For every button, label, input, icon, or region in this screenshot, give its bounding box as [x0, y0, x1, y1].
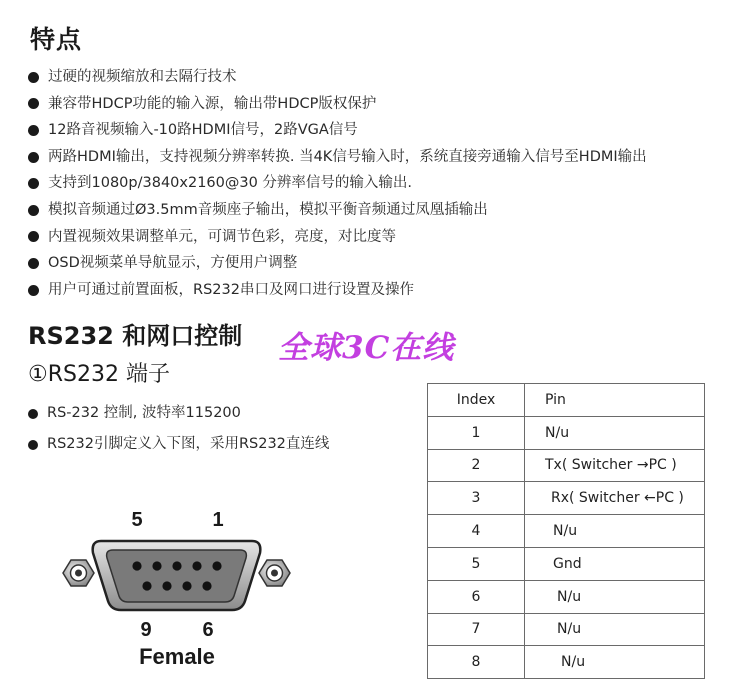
- index-cell: 4: [428, 515, 525, 548]
- list-item: [28, 224, 748, 251]
- pin-hole: [182, 581, 191, 590]
- pin-hole: [202, 581, 211, 590]
- table-row: [428, 646, 705, 679]
- connector-caption: Female: [139, 644, 215, 669]
- list-item: [28, 250, 748, 277]
- pin-label-5: 5: [131, 509, 143, 531]
- pin-cell: N/u: [525, 646, 705, 679]
- table-row: [428, 547, 705, 580]
- list-item-text: 模拟音频通过Ø3.5mm音频座子输出，模拟平衡音频通过凤凰插输出: [48, 201, 488, 218]
- control-section-title: RS232 和网口控制: [28, 322, 243, 350]
- bullet-icon: [28, 440, 38, 450]
- bullet-icon: [28, 285, 39, 296]
- list-item-text: 12路音视频输入-10路HDMI信号，2路VGA信号: [48, 122, 358, 139]
- bullet-icon: [28, 98, 39, 109]
- list-item-text: 用户可通过前置面板，RS232串口及网口进行设置及操作: [48, 281, 414, 298]
- list-item: [28, 117, 748, 144]
- list-item-text: 支持到1080p/3840x2160@30 分辨率信号的输入输出.: [48, 175, 413, 192]
- connector-insert: [107, 550, 247, 602]
- column-header-index: Index: [428, 384, 525, 417]
- bullet-icon: [28, 258, 39, 269]
- pin-hole: [172, 561, 181, 570]
- bullet-icon: [28, 72, 39, 83]
- list-item-text: 兼容带HDCP功能的输入源，输出带HDCP版权保护: [48, 95, 377, 112]
- list-item: [28, 144, 748, 171]
- list-item: [28, 64, 748, 91]
- pin-cell: N/u: [525, 416, 705, 449]
- index-cell: 1: [428, 416, 525, 449]
- bullet-icon: [28, 231, 39, 242]
- list-item-text: 两路HDMI输出，支持视频分辨率转换. 当4K信号输入时，系统直接旁通输入信号至HDMI输出: [48, 148, 647, 165]
- pin-cell: N/u: [525, 515, 705, 548]
- pin-definition-table: [427, 383, 705, 679]
- db9-connector-diagram: [55, 498, 300, 678]
- list-item: [28, 197, 748, 224]
- pin-cell: Rx( Switcher ←PC ): [525, 482, 705, 515]
- list-item-text: RS-232 控制, 波特率115200: [47, 405, 241, 421]
- rs232-notes: [28, 398, 329, 460]
- index-cell: 3: [428, 482, 525, 515]
- features-list: [28, 64, 748, 303]
- index-cell: 2: [428, 449, 525, 482]
- bullet-icon: [28, 152, 39, 163]
- bullet-icon: [28, 409, 38, 419]
- list-item-text: RS232引脚定义入下图，采用RS232直连线: [47, 436, 330, 452]
- pin-cell: N/u: [525, 613, 705, 646]
- pin-hole: [192, 561, 201, 570]
- pin-cell: Tx( Switcher →PC ): [525, 449, 705, 482]
- list-item-text: 过硬的视频缩放和去隔行技术: [48, 69, 237, 85]
- column-header-pin: Pin: [525, 384, 705, 417]
- table-row: [428, 449, 705, 482]
- list-item: [28, 398, 329, 429]
- index-cell: 5: [428, 547, 525, 580]
- index-cell: 8: [428, 646, 525, 679]
- pin-label-9: 9: [140, 619, 152, 641]
- table-row: [428, 580, 705, 613]
- table-header-row: [428, 384, 705, 417]
- table-row: [428, 613, 705, 646]
- pin-hole: [152, 561, 161, 570]
- bullet-icon: [28, 205, 39, 216]
- table-row: [428, 482, 705, 515]
- table-row: [428, 416, 705, 449]
- list-item: [28, 170, 748, 197]
- features-title: 特点: [30, 25, 83, 54]
- bullet-icon: [28, 125, 39, 136]
- rs232-subtitle: ①RS232 端子: [28, 362, 170, 387]
- index-cell: 7: [428, 613, 525, 646]
- table-row: [428, 515, 705, 548]
- pin-label-6: 6: [202, 619, 214, 641]
- pin-label-1: 1: [212, 509, 224, 531]
- pin-hole: [162, 581, 171, 590]
- index-cell: 6: [428, 580, 525, 613]
- pin-hole: [212, 561, 221, 570]
- list-item-text: OSD视频菜单导航显示，方便用户调整: [48, 255, 298, 272]
- right-screw-icon: [259, 560, 290, 586]
- list-item: [28, 277, 748, 304]
- list-item-text: 内置视频效果调整单元，可调节色彩，亮度，对比度等: [48, 228, 396, 245]
- watermark-text: 全球3C在线: [278, 330, 455, 366]
- left-screw-icon: [63, 560, 94, 586]
- pin-cell: Gnd: [525, 547, 705, 580]
- bullet-icon: [28, 178, 39, 189]
- list-item: [28, 91, 748, 118]
- pin-hole: [142, 581, 151, 590]
- pin-cell: N/u: [525, 580, 705, 613]
- list-item: [28, 429, 329, 460]
- pin-hole: [132, 561, 141, 570]
